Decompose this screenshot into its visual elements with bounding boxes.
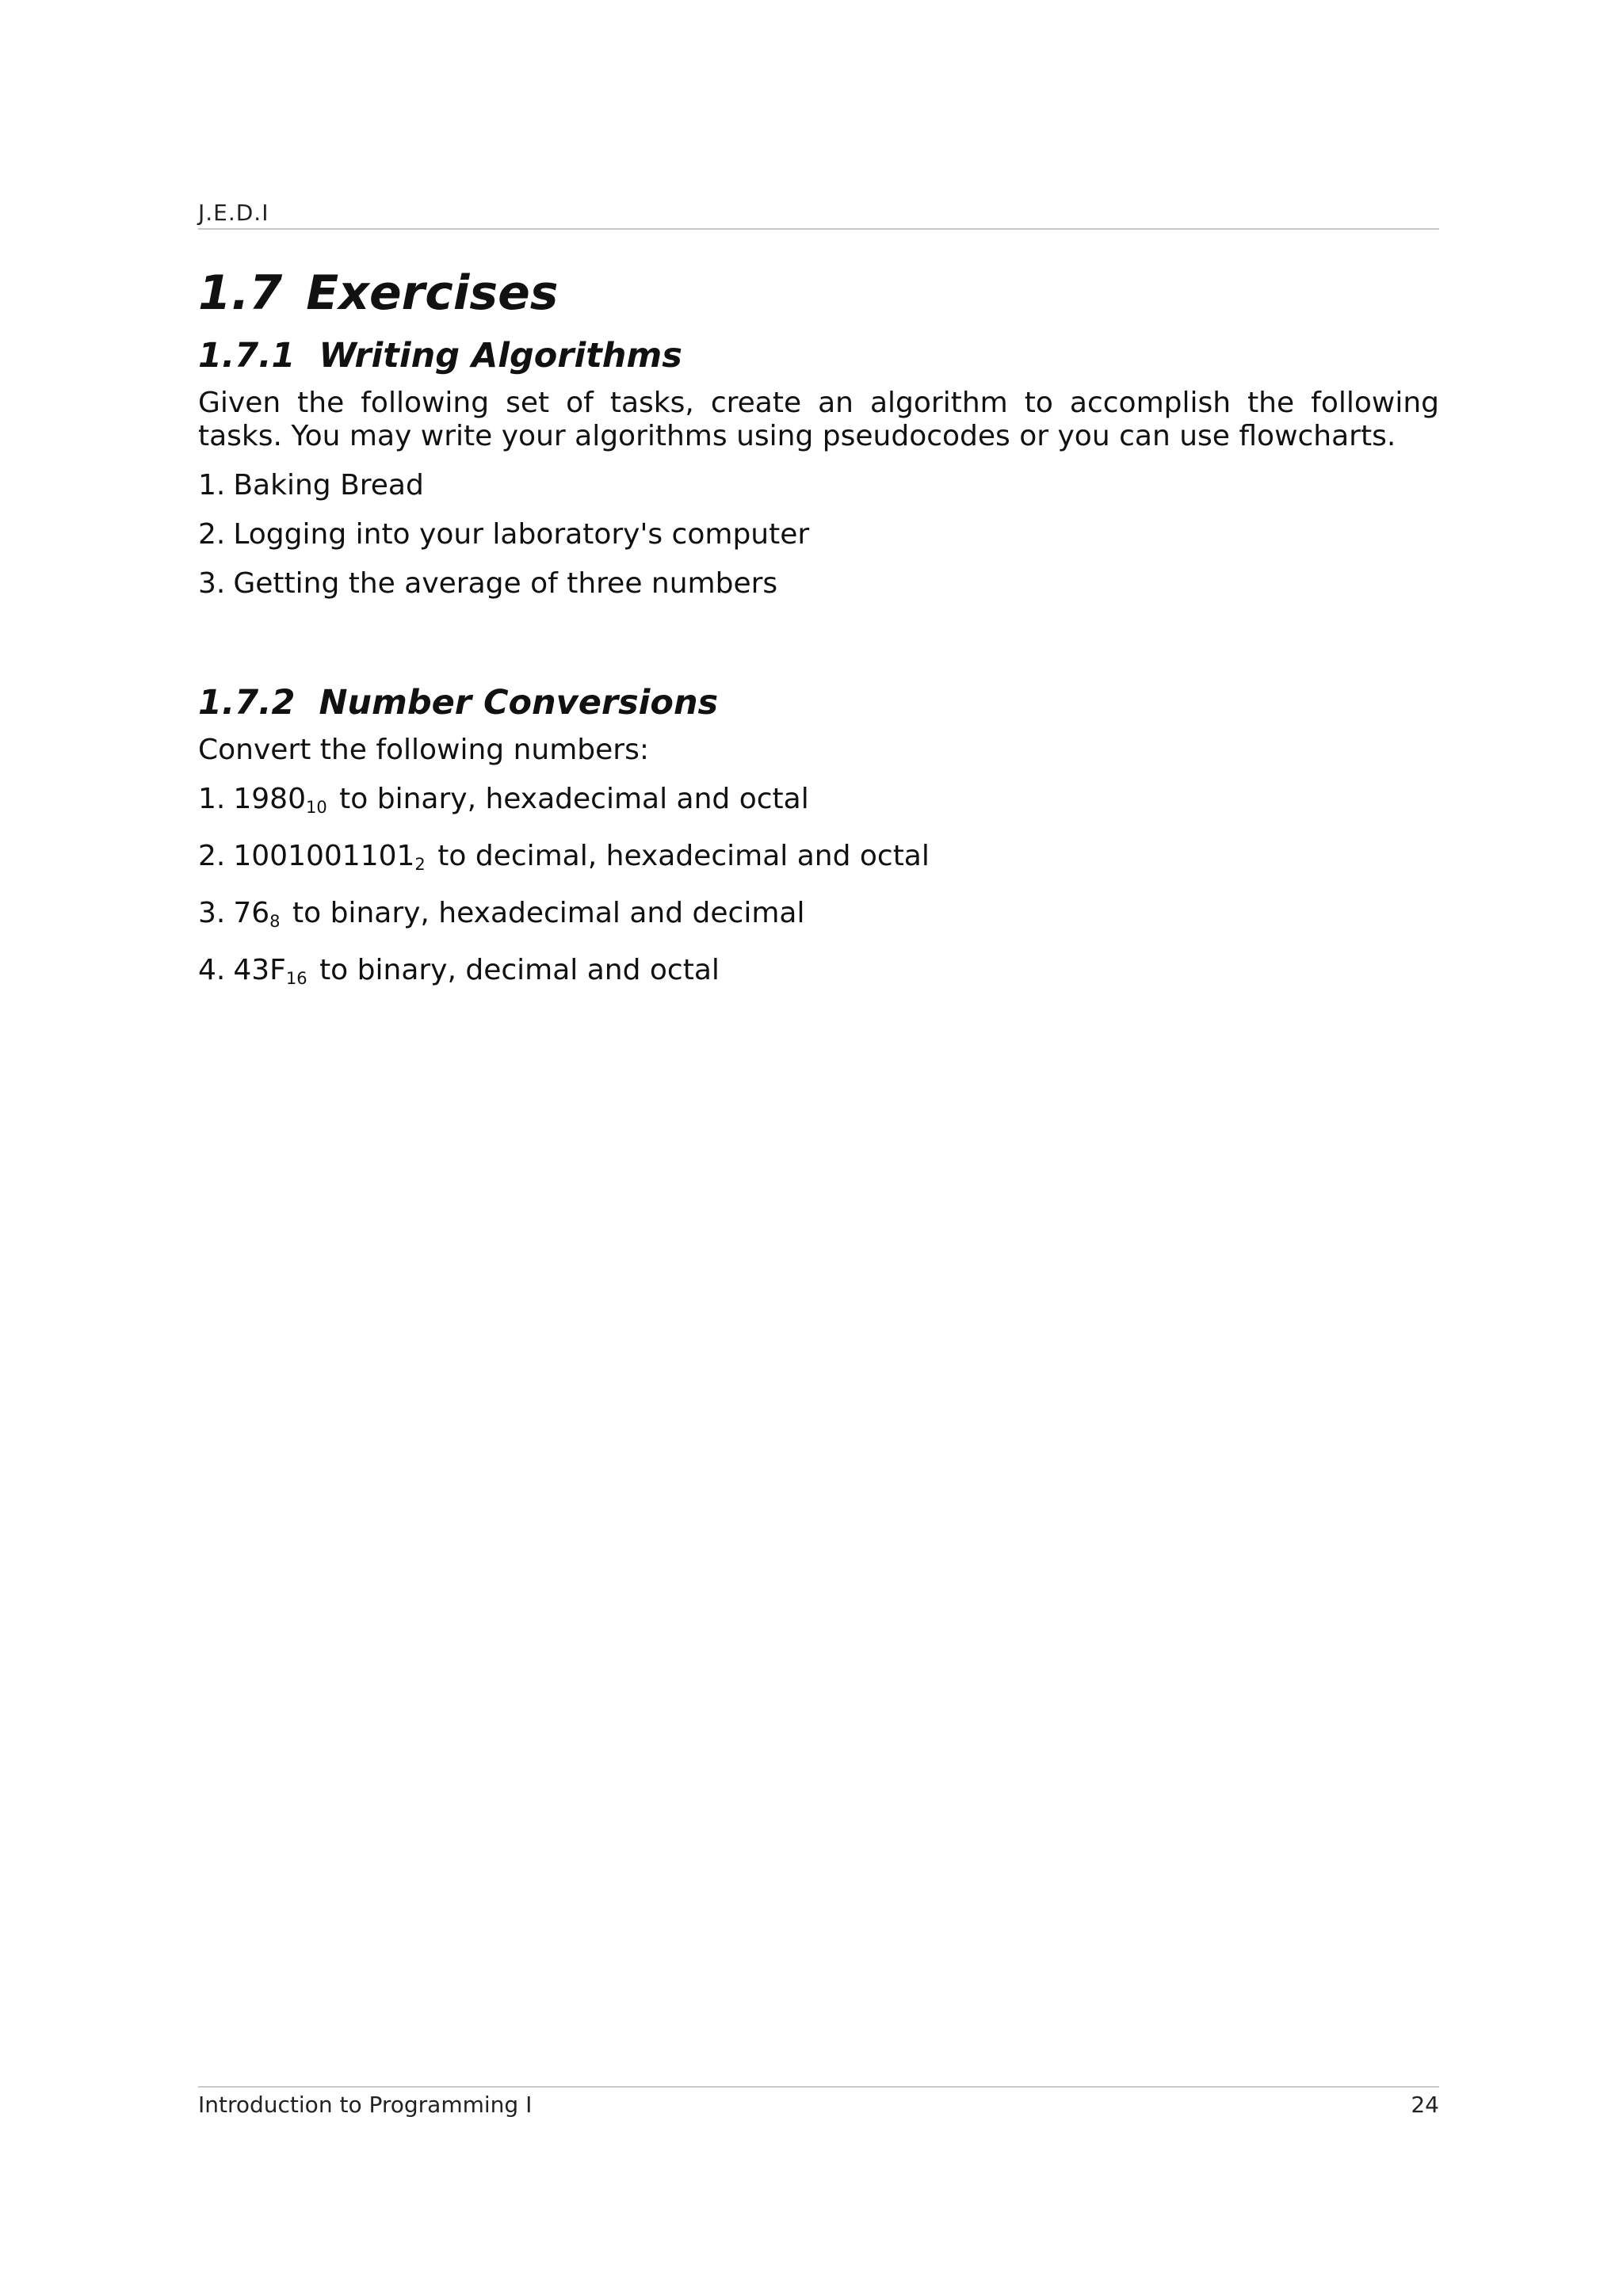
footer-book-title: Introduction to Programming I xyxy=(198,2092,533,2118)
subsection-heading-writing-algorithms xyxy=(198,333,1439,379)
list-item-number: 4. xyxy=(198,954,226,986)
list-item-text: Logging into your laboratory's computer xyxy=(233,518,810,551)
list-item xyxy=(198,954,1439,995)
writing-algorithms-list xyxy=(198,469,1439,601)
list-item-number: 1. xyxy=(198,469,226,502)
number-value: 1980 xyxy=(233,783,306,815)
list-item-number: 3. xyxy=(198,897,226,929)
list-item xyxy=(198,469,1439,502)
list-item-number: 2. xyxy=(198,840,226,872)
list-item xyxy=(198,783,1439,824)
subsection-number: 1.7.2 xyxy=(198,683,296,723)
list-item-text: Baking Bread xyxy=(233,469,424,502)
subsection-heading-number-conversions xyxy=(198,680,1439,726)
number-base-subscript: 2 xyxy=(414,855,426,874)
section-heading xyxy=(198,261,1439,325)
subsection-number: 1.7.1 xyxy=(198,336,296,376)
footer-rule xyxy=(198,2086,1439,2088)
list-item xyxy=(198,840,1439,881)
list-item-text: Getting the average of three numbers xyxy=(233,567,778,600)
list-item xyxy=(198,897,1439,938)
number-base-subscript: 10 xyxy=(305,798,327,817)
list-item-number: 3. xyxy=(198,567,226,600)
list-item-number: 2. xyxy=(198,518,226,551)
footer-page-number: 24 xyxy=(1411,2092,1439,2118)
page-content xyxy=(198,261,1439,995)
list-item xyxy=(198,518,1439,551)
list-item-text: to binary, hexadecimal and octal xyxy=(339,783,809,815)
running-header: J.E.D.I xyxy=(198,200,269,226)
header-rule xyxy=(198,228,1439,230)
number-conversions-list xyxy=(198,783,1439,995)
subsection-title: Number Conversions xyxy=(319,683,719,723)
section-number: 1.7 xyxy=(198,265,283,321)
number-base-subscript: 16 xyxy=(285,969,307,988)
list-item xyxy=(198,567,1439,601)
subsection-title: Writing Algorithms xyxy=(319,336,682,376)
number-value: 43F xyxy=(233,954,286,986)
section-title: Exercises xyxy=(306,265,559,321)
list-item-text: to decimal, hexadecimal and octal xyxy=(437,840,930,872)
list-item-text: to binary, hexadecimal and decimal xyxy=(292,897,805,929)
list-item-number: 1. xyxy=(198,783,226,815)
writing-algorithms-intro: Given the following set of tasks, create an algorithm to accomplish the following tasks. You may write your algorithms using pseudocodes or you can use flowcharts. xyxy=(198,387,1439,452)
number-base-subscript: 8 xyxy=(269,912,281,931)
number-conversions-intro: Convert the following numbers: xyxy=(198,734,649,766)
list-item-text: to binary, decimal and octal xyxy=(319,954,720,986)
number-value: 1001001101 xyxy=(233,840,415,872)
number-value: 76 xyxy=(233,897,270,929)
